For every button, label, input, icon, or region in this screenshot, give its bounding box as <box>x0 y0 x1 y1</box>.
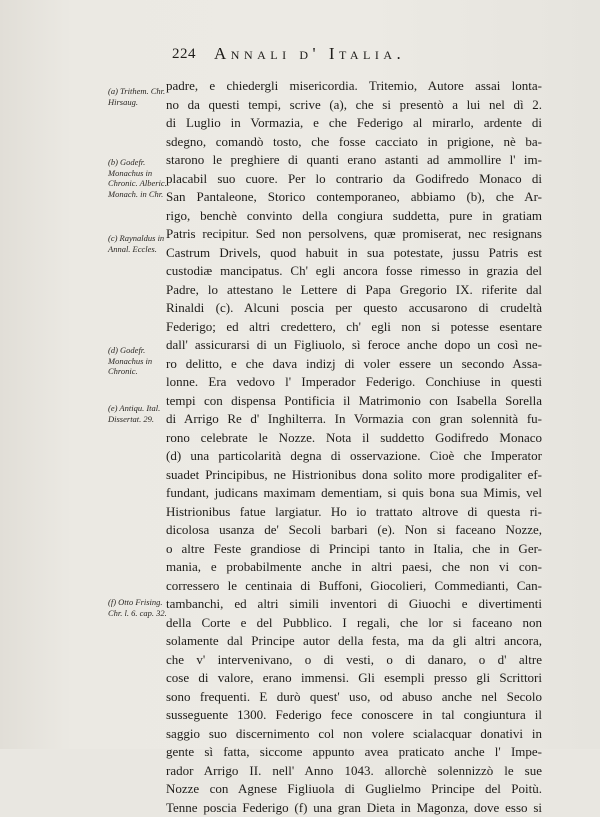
text-line: ro delitto, e che dava indizj di voler essere un secondo Assa- <box>166 355 542 374</box>
text-line: no da questi tempi, scrive (a), che si presentò a lui nel dì 2. <box>166 96 542 115</box>
text-line: rador Arrigo II. nell' Anno 1043. allorchè solennizzò le sue <box>166 762 542 781</box>
text-line: Tenne poscia Federigo (f) una gran Dieta in Magonza, dove esso si <box>166 799 542 817</box>
text-line: rono celebrate le Nozze. Nota il suddetto Godifredo Monaco <box>166 429 542 448</box>
text-line: custodiæ mancipatus. Ch' egli ancora fosse rimesso in grazia del <box>166 262 542 281</box>
text-line: sdegno, comandò tosto, che fosse cacciato in prigione, nè ba- <box>166 133 542 152</box>
text-line: solamente dal Principe autor della festa, ma da gli altri ancora, <box>166 632 542 651</box>
text-line: sono frequenti. E durò quest' uso, od abuso anche nel Secolo <box>166 688 542 707</box>
text-line: (d) una particolarità degna di osservazione. Cioè che Imperator <box>166 447 542 466</box>
text-line: saggio suo discernimento col non volere scialacquar donativi in <box>166 725 542 744</box>
margin-note: (b) Godefr. Monachus in Chronic. Alberic. Monach. in Chr. <box>108 157 170 199</box>
text-line: o altre Feste grandiose di Principi tanto in Italia, che in Ger- <box>166 540 542 559</box>
text-line: tambanchi, ed altri simili inventori di Giuochi e divertimenti <box>166 595 542 614</box>
page-header <box>172 44 502 66</box>
text-line: starono le preghiere di quanti erano astanti ad ammollire l' im- <box>166 151 542 170</box>
text-line: mania, e probabilmente anche in altri paesi, che non vi con- <box>166 558 542 577</box>
text-line: che v' intervenivano, o di vesti, o di danaro, o d' altre <box>166 651 542 670</box>
margin-note: (d) Godefr. Monachus in Chronic. <box>108 345 170 377</box>
page-number: 224 <box>172 46 196 63</box>
text-line: corressero le centinaia di Buffoni, Giocolieri, Commedianti, Can- <box>166 577 542 596</box>
text-line: lonne. Era vedovo l' Imperador Federigo. Conchiuse in questi <box>166 373 542 392</box>
text-line: tempi con dispensa Pontificia il Matrimonio con Isabella Sorella <box>166 392 542 411</box>
text-line: Patris recipitur. Sed non persolvens, quæ promiserat, nec resignans <box>166 225 542 244</box>
text-line: Nozze con Agnese Figliuola di Guglielmo Principe del Poitù. <box>166 780 542 799</box>
text-line: Padre, lo attestano le Lettere di Papa Gregorio IX. riferite dal <box>166 281 542 300</box>
text-line: dall' assicurarsi di un Figliuolo, sì feroce anche dopo un così ne- <box>166 336 542 355</box>
running-title: Annali d' Italia. <box>214 44 405 64</box>
text-line: Rinaldi (c). Alcuni poscia per questo accusarono di crudeltà <box>166 299 542 318</box>
text-line: cose di valore, erano immensi. Gli esempli presso gli Scrittori <box>166 669 542 688</box>
margin-note: (c) Raynaldus in Annal. Eccles. <box>108 233 170 254</box>
margin-note: (a) Trithem. Chr. Hirsaug. <box>108 86 170 107</box>
text-line: della Corte e del Pubblico. I regali, che lor si faceano non <box>166 614 542 633</box>
text-line: rigo, benchè convinto della congiura suddetta, pure in gratiam <box>166 207 542 226</box>
text-line: Histrionibus fatue largiatur. Ho io trattato altrove di questa ri- <box>166 503 542 522</box>
text-line: suadet Principibus, ne Histrionibus dona solito more prodigaliter ef- <box>166 466 542 485</box>
text-line: susseguente 1300. Federigo fece conoscere in tal congiuntura il <box>166 706 542 725</box>
text-line: Castrum Drivels, quod habuit in sua potestate, jussu Patris est <box>166 244 542 263</box>
text-line: gente sì fatta, siccome appunto avea praticato anche l' Impe- <box>166 743 542 762</box>
text-line: dicolosa usanza de' Secoli barbari (e). Non si faceano Nozze, <box>166 521 542 540</box>
text-line: San Pantaleone, Storico contemporaneo, abbiamo (b), che Ar- <box>166 188 542 207</box>
text-line: placabil suo cuore. Per lo contrario da Godifredo Monaco di <box>166 170 542 189</box>
text-line: di Luglio in Vormazia, e che Federigo al mirarlo, ardente di <box>166 114 542 133</box>
body-text <box>166 77 542 817</box>
margin-note: (e) Antiqu. Ital. Dissertat. 29. <box>108 403 170 424</box>
text-line: Federigo; ed altri credettero, ch' egli non si potesse esentare <box>166 318 542 337</box>
text-line: padre, e chiedergli misericordia. Tritemio, Autore assai lonta- <box>166 77 542 96</box>
text-line: di Arrigo Re d' Inghilterra. In Vormazia con gran solennità fu- <box>166 410 542 429</box>
margin-note: (f) Otto Frising. Chr. l. 6. cap. 32. <box>108 597 170 618</box>
text-line: fundant, judicans maximam dementiam, si quis bona sua Mimis, vel <box>166 484 542 503</box>
